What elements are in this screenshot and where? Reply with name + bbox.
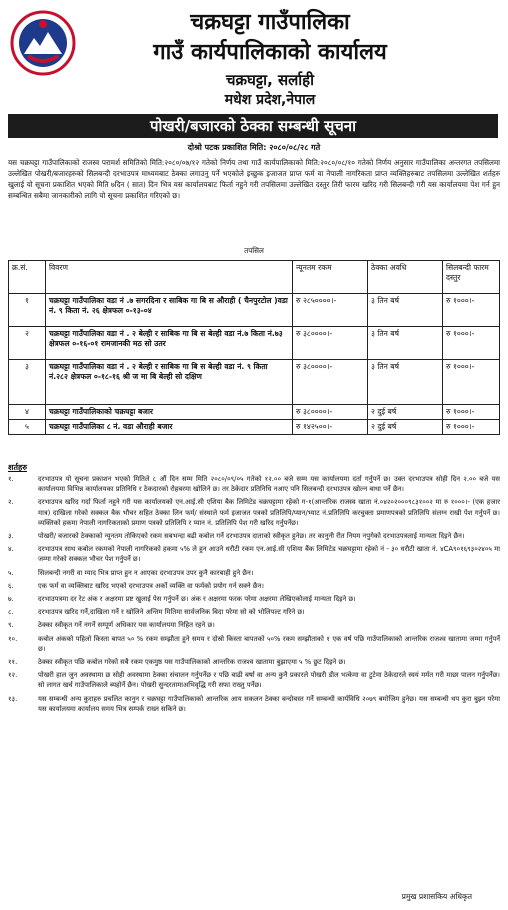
- terms-heading: शर्तहरु: [8, 463, 28, 472]
- term-text: यस सम्बन्धी अन्य कुराहरु प्रचलित कानुन र चक्रघट्टा गाउँपालिकाको आन्तरिक आय सकलन ठेक्का बन्दोबस्त गर्ने सम्बन्धी कार्यविधि २०७९ बमोजिम हुनेछ। यस सम्बन्धी थप कुरा बुझ्न परेमा यस कार्यालयमा कार्यालय समय भित्र सम्पर्क राख्न सकिने छ।: [38, 694, 500, 713]
- table-row: [9, 327, 500, 360]
- term-text: पोखरी हाल जुन अवस्थामा छ सोही अवस्थामा ठेक्का संचालन गर्नुपर्नेछ र पछि बाढी बर्षा वा अन्य कुनै प्रकारले पोखरी डील भत्केमा वा टुटेमा ठेकेदारले स्वयं मर्मत गरी माछा पालन गर्नुपर्नेछ। सो लागत खर्च गाउँपालिकाले ब्यहोर्ने छैन। पोखरी सुन्दरतामाअभिवृद्धि गरी सफा राख्नु पर्नेछ।: [38, 671, 500, 690]
- term-number: १३.: [8, 694, 18, 703]
- term-item: [8, 607, 500, 617]
- row-contract-period: २ दुई बर्ष: [368, 405, 443, 420]
- term-number: ११.: [8, 658, 18, 667]
- term-number: ७.: [8, 595, 14, 604]
- row-form-fee: रु १०००।-: [443, 294, 500, 327]
- notice-title-banner: पोखरी/बजारको ठेक्का सम्बन्धी सूचना: [8, 114, 498, 138]
- term-number: २.: [8, 498, 14, 507]
- term-number: १०.: [8, 634, 18, 643]
- province-country: मधेश प्रदेश,नेपाल: [224, 92, 316, 108]
- row-contract-period: २ दुई बर्ष: [368, 420, 443, 435]
- term-number: ६.: [8, 581, 14, 590]
- row-contract-period: ३ तिन बर्ष: [368, 294, 443, 327]
- row-serial: ३: [9, 360, 46, 405]
- row-minimum-amount: रु ३८००००।-: [293, 327, 368, 360]
- row-description: चक्रघट्टा गाउँपालिका वडा नं . २ बेल्ही र साबिक गा बि स बेल्ही वडा नं.७ किता नं.७३ क्षेत्रफल ०-१६-०१ रामजानकी मठ सो उतर: [46, 327, 293, 360]
- table-row: [9, 360, 500, 405]
- row-description: चक्रघट्टा गाउँपालिकाको चक्रघट्टा बजार: [46, 405, 293, 420]
- row-serial: २: [9, 327, 46, 360]
- term-text: दरभाउपत्र यो सूचना प्रकाशन भएको मितिले ८ औं दिन सम्म मिति २०८०/०९/०५ गतेको १२.०० बजे सम्म यस कार्यालयमा दर्ता गर्नुपर्ने छ। उक्त दरभाउपत्र सोही दिन २.०० बजे यस कार्यालयमा विभिन्न कार्यालयका प्रतिनिधि र ठेकदारको रोहबरमा खोलिने छ। तर ठेकेदार प्रतिनिधि नआए पनि सिलबन्दी दरभाउपत्र खोल्न बाधा पर्ने छैन।: [38, 475, 500, 494]
- term-number: ४.: [8, 545, 14, 554]
- term-number: ३.: [8, 532, 14, 541]
- terms-list: [8, 474, 500, 717]
- row-form-fee: रु १०००।-: [443, 360, 500, 405]
- row-description: चक्रघट्टा गाउँपालिका वडा नं . २ बेल्ही र साबिक गा बि स बेल्ही वडा नं. ९ किता नं.२८२ क्षेत्रफल ०-१८-१६ श्री ज मा बि बेल्ही सो दक्षिण: [46, 360, 293, 405]
- table-row: [9, 420, 500, 435]
- header-description: विवरण: [46, 261, 293, 294]
- signatory-title: प्रमुख प्रशासकिय अधिकृत: [401, 892, 472, 901]
- row-description: चक्रघट्टा गाउँपालिका ८ नं. वडा औराही बजार: [46, 420, 293, 435]
- term-item: [8, 568, 500, 578]
- intro-paragraph: यस चक्रघट्टा गाउँपालिकाको राजस्व परामर्श समितिको मिति:२०८०/०७/१२ गतेको निर्णय तथा गाउँ कार्यपालिकाको मिति:२०८०/०८/१० गतेको निर्णय अनुसार गाउँपालिका अन्तरगत तपसिलमा उल्लेखित पोखरी/बजारहरुको सिलबन्दी दरभाउपत्र माध्यमबाट ठेक्का लगाउनु पर्ने भएकोले इच्छुक इजाजत प्राप्त फर्म वा नेपाली नागरिकता प्राप्त व्यक्तिहरुबाट तपसिलमा उल्लेखित शर्तहरु खुलाई यो सूचना प्रकाशित भएको मिति ७दिन ( सात) दिन भित्र यस कार्यालयबाट फिर्ता नहुने गरी तपसिलमा उल्लेखित दस्तुर तिरी फारम खरिद गरी सिलबन्दी गरी यस कार्यालयमा पेश गर्न हुन सम्बन्धित सबैमा जानकारीको लागि यो सूचना प्रकाशित गरिएको छ।: [8, 158, 500, 200]
- term-item: [8, 694, 500, 714]
- term-text: पोखरी/ बजारको ठेक्काको न्यूनतम तोकिएको रकम सबभन्दा बढी कबोल गर्ने दरभाउपत्र दाताको स्वीकृत हुनेछ। तर कानुनी रीत नियम नपुगेको दरभाउपत्रलाई मान्यता दिइने छैन।: [38, 532, 465, 541]
- term-number: ९.: [8, 621, 14, 630]
- term-item: [8, 634, 500, 654]
- row-minimum-amount: रु २८५००००।-: [293, 294, 368, 327]
- term-number: ८.: [8, 608, 14, 617]
- term-text: दरभाउपत्र खरिद गर्ने,दाखिला गर्ने र खोलिने अन्तिम मितिमा सार्वजनिक बिदा परेमा सो को भोलिपल्ट गरिने छ।: [38, 608, 305, 617]
- table-row: [9, 405, 500, 420]
- term-text: एक फर्म वा व्यक्तिबाट खरिद भएको दरभाउपत्र अर्को व्यक्ति वा फर्मको प्रयोग गर्न सक्ने छैन।: [38, 581, 264, 590]
- term-text: कबोल अंकको पहिलो किस्ता बापत ५० % रकम सम्झौता हुने समय र दोस्रो किस्ता बापतको ५०% रकम सम्झौताको १ एक वर्ष पछि गाउँपालिकाको आन्तरिक राजश्व खातामा जम्मा गर्नुपर्ने छ।: [38, 634, 500, 653]
- office-name: गाउँ कार्यपालिकाको कार्यालय: [153, 40, 387, 65]
- row-serial: ५: [9, 420, 46, 435]
- term-number: १.: [8, 475, 14, 483]
- term-text: दरभाउपत्र खरिद गर्दा फिर्ता नहुने गरी यस कार्यालयको एन.आई.सी एशिया बैक लिमिटेड चक्रघट्टामा रहेको ग-१(आन्तरिक राजस्व खाता नं.०४२०२०००९८३१००२ मा रु १०००।- (एक हजार मात्र) दाखिला गरेको सक्कल बैक भौचर सहित ठेक्का लिन फर्म/ संस्थाले फर्म इजाजत पत्रको प्रतिलिपि/प्यान/भ्याट नं.प्रतिलिपि करचुक्ता प्रमाणपत्रको प्रतिलिपि संलग्न राखी पेश गर्नुपर्ने छ। व्यक्तिको हकमा नेपाली नागरिकताको प्रमाण पत्रको प्रतिलिपि र प्यान नं. प्रतिलिपि पेश गरी खरिद गर्नुपर्नेछ।: [38, 498, 500, 527]
- header-contract-period: ठेक्का अवधि: [368, 261, 443, 294]
- term-item: [8, 474, 500, 494]
- row-minimum-amount: रु १४२५००।-: [293, 420, 368, 435]
- term-item: [8, 657, 500, 667]
- term-item: [8, 544, 500, 564]
- term-number: १२.: [8, 671, 18, 680]
- row-serial: १: [9, 294, 46, 327]
- term-number: ५.: [8, 568, 14, 577]
- term-text: दरभाउपत्रमा दर रेट अंक र अक्षरमा प्रष्ट खुलाई पेस गर्नुपर्ने छ। अंक र अक्षरमा फरक परेमा अक्षरमा लेखिएकोलाई मान्यता दिइने छ।: [38, 595, 356, 604]
- row-form-fee: रु १०००।-: [443, 405, 500, 420]
- term-item: [8, 620, 500, 630]
- schedule-label: तपसिल: [244, 246, 264, 255]
- term-item: [8, 670, 500, 690]
- header-serial: क्र.सं.: [9, 261, 46, 294]
- term-text: सिलबन्दी नगरी वा म्याद भित्र प्राप्त हुन न आएका दरभाउपत्र उपर कुनै कारबाही हुने छैन।: [38, 568, 254, 577]
- term-item: [8, 594, 500, 604]
- term-text: ठेक्का स्वीकृत पछि कबोल गरेको सबै रकम एकमुष्ठ यस गाउँपालिकाको आन्तरिक राजश्व खातामा बुझाएमा ५ % छुट दिइने छ।: [38, 658, 346, 667]
- office-location: चक्रघट्टा, सर्लाही: [225, 71, 315, 89]
- term-item: [8, 531, 500, 541]
- contract-table: [8, 260, 500, 435]
- letterhead: [0, 0, 508, 108]
- publication-date: दोश्रो पटक प्रकाशित मिति: २०८०/०८/२८ गते: [187, 143, 321, 152]
- table-header-row: [9, 261, 500, 294]
- row-description: चक्रघट्टा गाउँपालिका वडा नं .७ सगरदिना र साबिक गा बि स औराही ( चैनपुरटोल )वडा नं. ९ किता नं. २६ क्षेत्रफल ०-१३-०४: [46, 294, 293, 327]
- term-text: ठेक्का स्वीकृत गर्ने नगर्ने सम्पूर्ण अधिकार यस कार्यालयमा निहित रहने छ।: [38, 621, 215, 630]
- municipality-name: चक्रघट्टा गाउँपालिका: [190, 10, 350, 35]
- row-serial: ४: [9, 405, 46, 420]
- row-contract-period: ३ तिन बर्ष: [368, 360, 443, 405]
- row-form-fee: रु १०००।-: [443, 420, 500, 435]
- row-contract-period: ३ तिन बर्ष: [368, 327, 443, 360]
- table-row: [9, 294, 500, 327]
- row-minimum-amount: रु ३८००००।-: [293, 360, 368, 405]
- row-minimum-amount: रु ३८००००।-: [293, 405, 368, 420]
- header-form-fee: सिलबन्दी फारम दस्तुर: [443, 261, 500, 294]
- header-minimum-amount: न्यूनतम रकम: [293, 261, 368, 294]
- term-item: [8, 497, 500, 528]
- row-form-fee: रु १०००।-: [443, 327, 500, 360]
- term-text: दरभाउपत्र साथ कबोल रकमको नेपाली नागरिकको हकमा ५% ले हुन आउने धरौटी रकम एन.आई.सी एशिया बैंक लिमिटेड चक्रघट्टामा रहेको नं - ३० धरौटी खाता नं. ४CA९०१६९३०२४०५ मा जम्मा गरेको सक्कल भौचर पेश गर्नुपर्ने छ।: [38, 545, 500, 564]
- government-emblem-icon: [10, 10, 76, 76]
- term-item: [8, 581, 500, 591]
